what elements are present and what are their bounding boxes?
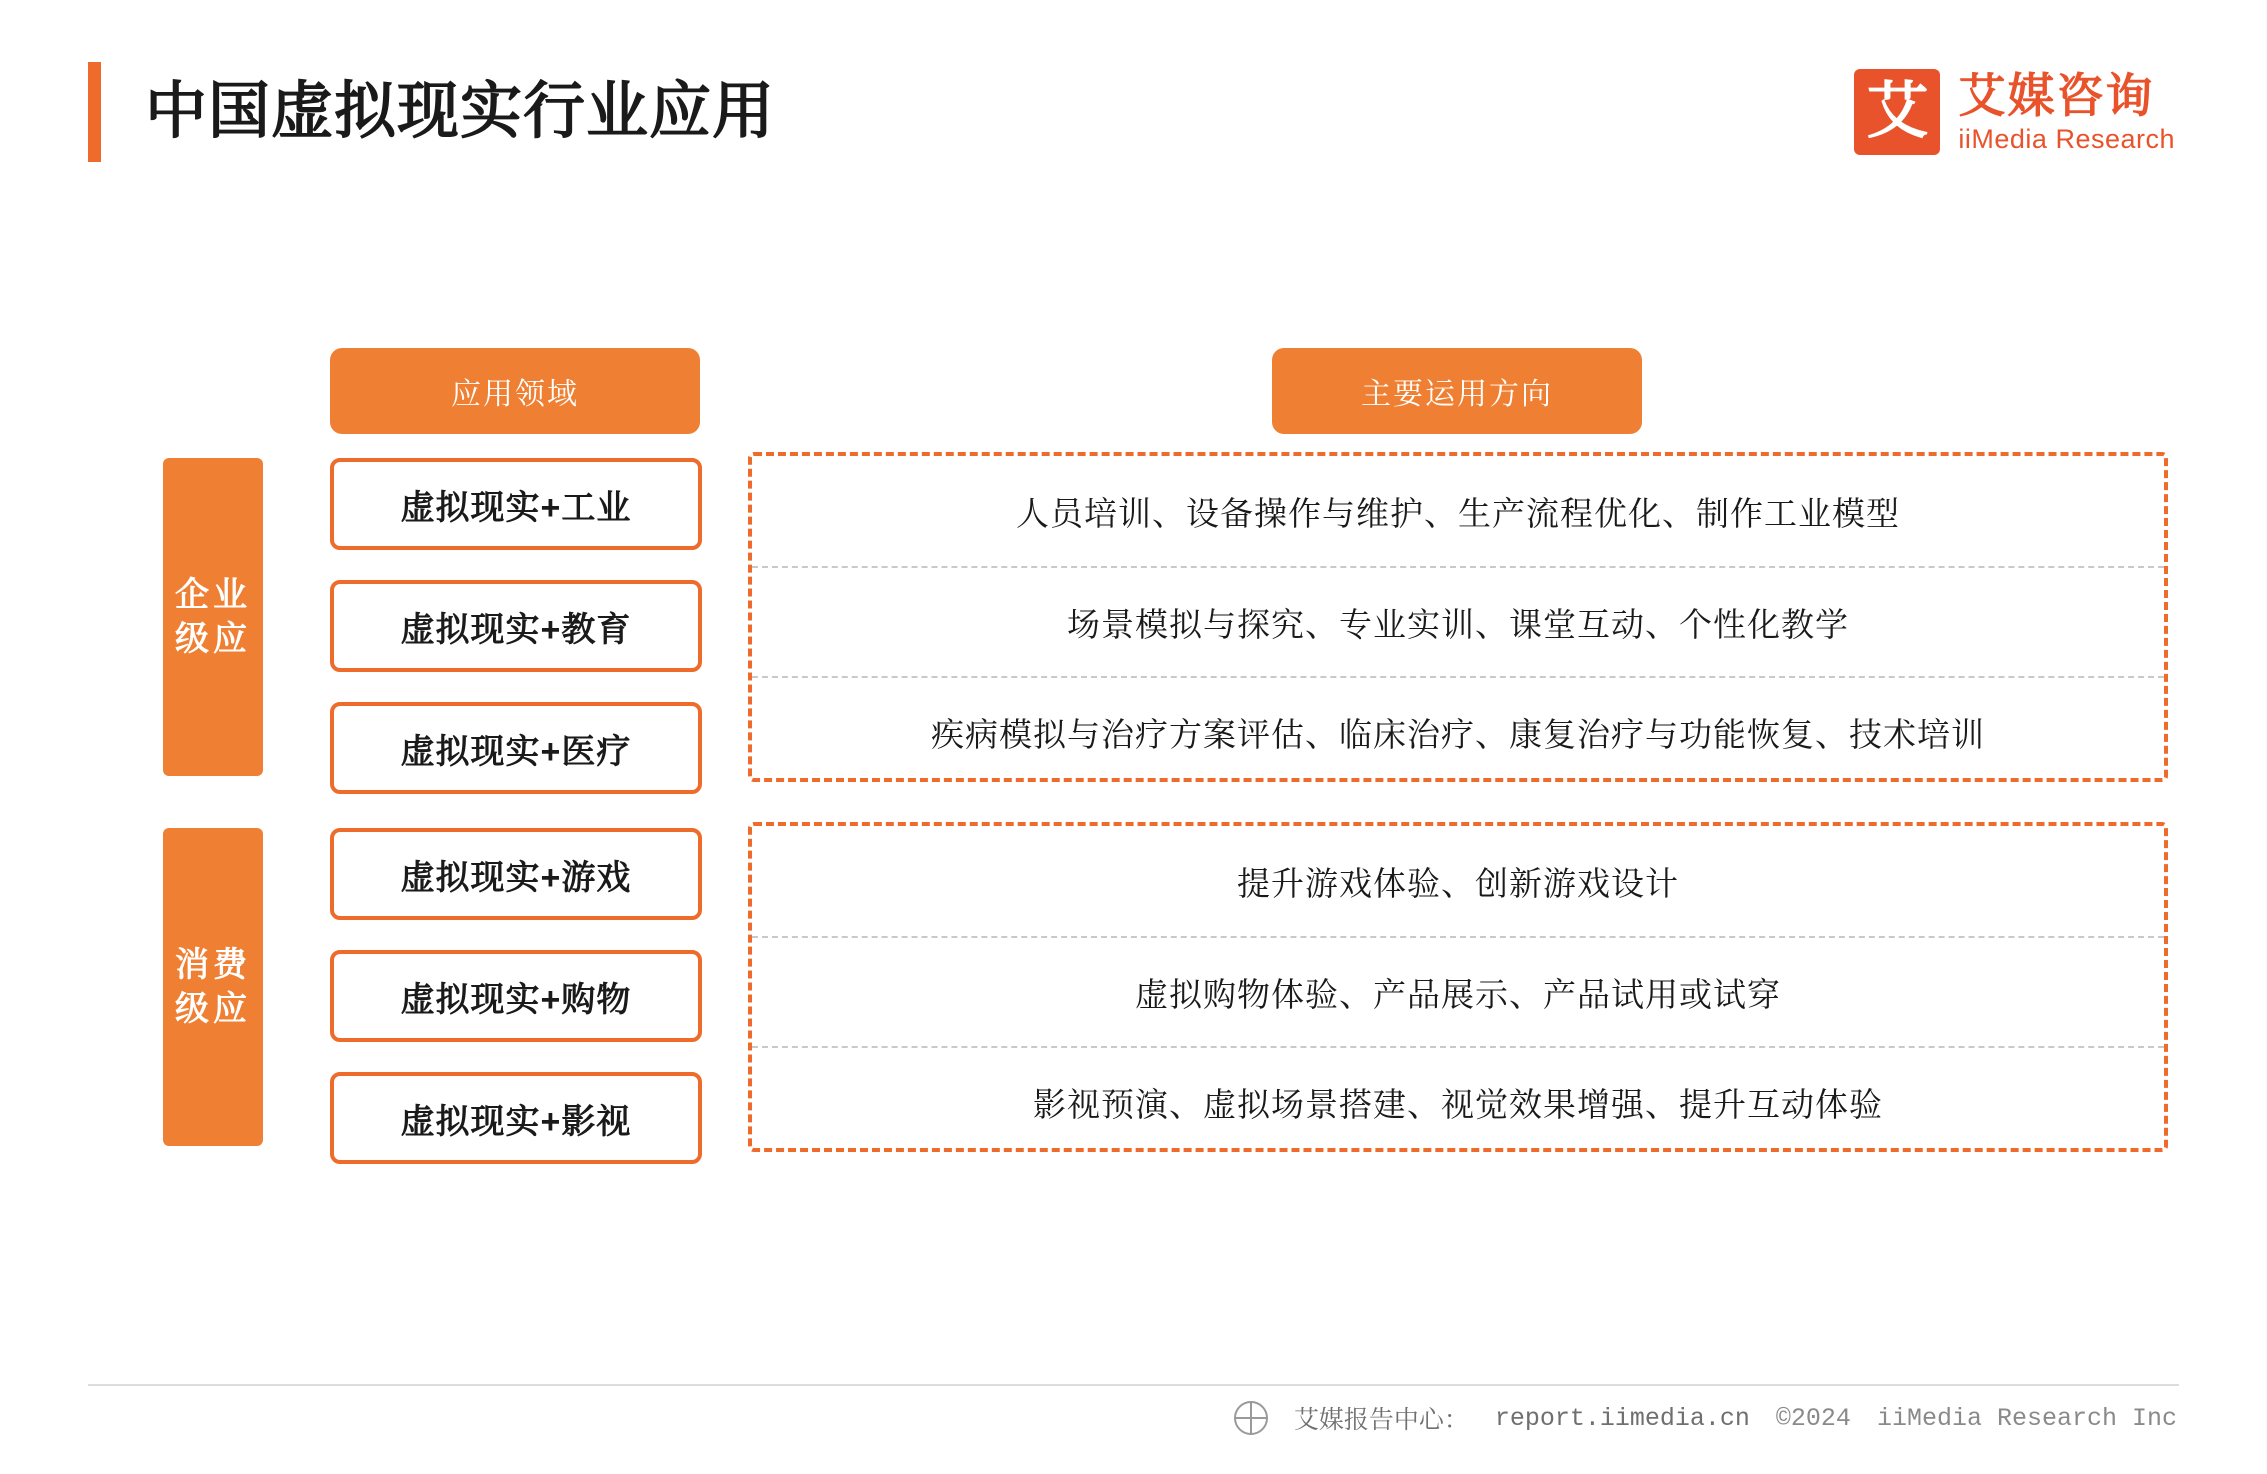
usage-row-game: 提升游戏体验、创新游戏设计 [1237, 864, 1679, 902]
domain-box-industry: 虚拟现实+工业 [330, 458, 702, 550]
footer-copyright: ©2024 [1775, 1403, 1851, 1433]
usage-panel-consumer [748, 822, 2168, 1152]
footer-report-center: 艾媒报告中心： [1293, 1407, 1469, 1436]
globe-icon [1234, 1401, 1268, 1435]
usage-row-education: 场景模拟与探究、专业实训、课堂互动、个性化教学 [752, 566, 2164, 676]
usage-row-medical: 疾病模拟与治疗方案评估、临床治疗、康复治疗与功能恢复、技术培训 [752, 676, 2164, 786]
logo-text [1958, 69, 2175, 155]
domain-box-game: 虚拟现实+游戏 [330, 828, 702, 920]
footer-divider [88, 1384, 2179, 1386]
footer-url[interactable]: report.iimedia.cn [1494, 1403, 1750, 1433]
column-header-usage: 主要运用方向 [1272, 348, 1642, 434]
usage-row-film: 影视预演、虚拟场景搭建、视觉效果增强、提升互动体验 [752, 1046, 2164, 1156]
domain-box-medical: 虚拟现实+医疗 [330, 702, 702, 794]
usage-row-shopping: 虚拟购物体验、产品展示、产品试用或试穿 [752, 936, 2164, 1046]
domain-box-shopping: 虚拟现实+购物 [330, 950, 702, 1042]
footer-content [1234, 1400, 2177, 1436]
brand-logo [1854, 56, 2175, 168]
logo-name-cn: 艾媒咨询 [1958, 69, 2155, 122]
category-bar-consumer: 消费级应 [163, 828, 263, 1146]
page-title: 中国虚拟现实行业应用 [145, 77, 776, 146]
title-accent-bar [88, 62, 101, 162]
page-footer [0, 1378, 2267, 1474]
usage-panel-enterprise [748, 452, 2168, 782]
logo-name-en: iiMedia Research [1958, 124, 2175, 154]
domain-box-film: 虚拟现实+影视 [330, 1072, 702, 1164]
domain-box-education: 虚拟现实+教育 [330, 580, 702, 672]
footer-company: iiMedia Research Inc [1876, 1403, 2177, 1433]
category-bar-enterprise: 企业级应 [163, 458, 263, 776]
logo-mark-icon: 艾 [1854, 69, 1940, 155]
usage-row-industry: 人员培训、设备操作与维护、生产流程优化、制作工业模型 [1016, 494, 1900, 532]
column-header-domain: 应用领域 [330, 348, 700, 434]
page-header [0, 56, 2267, 166]
